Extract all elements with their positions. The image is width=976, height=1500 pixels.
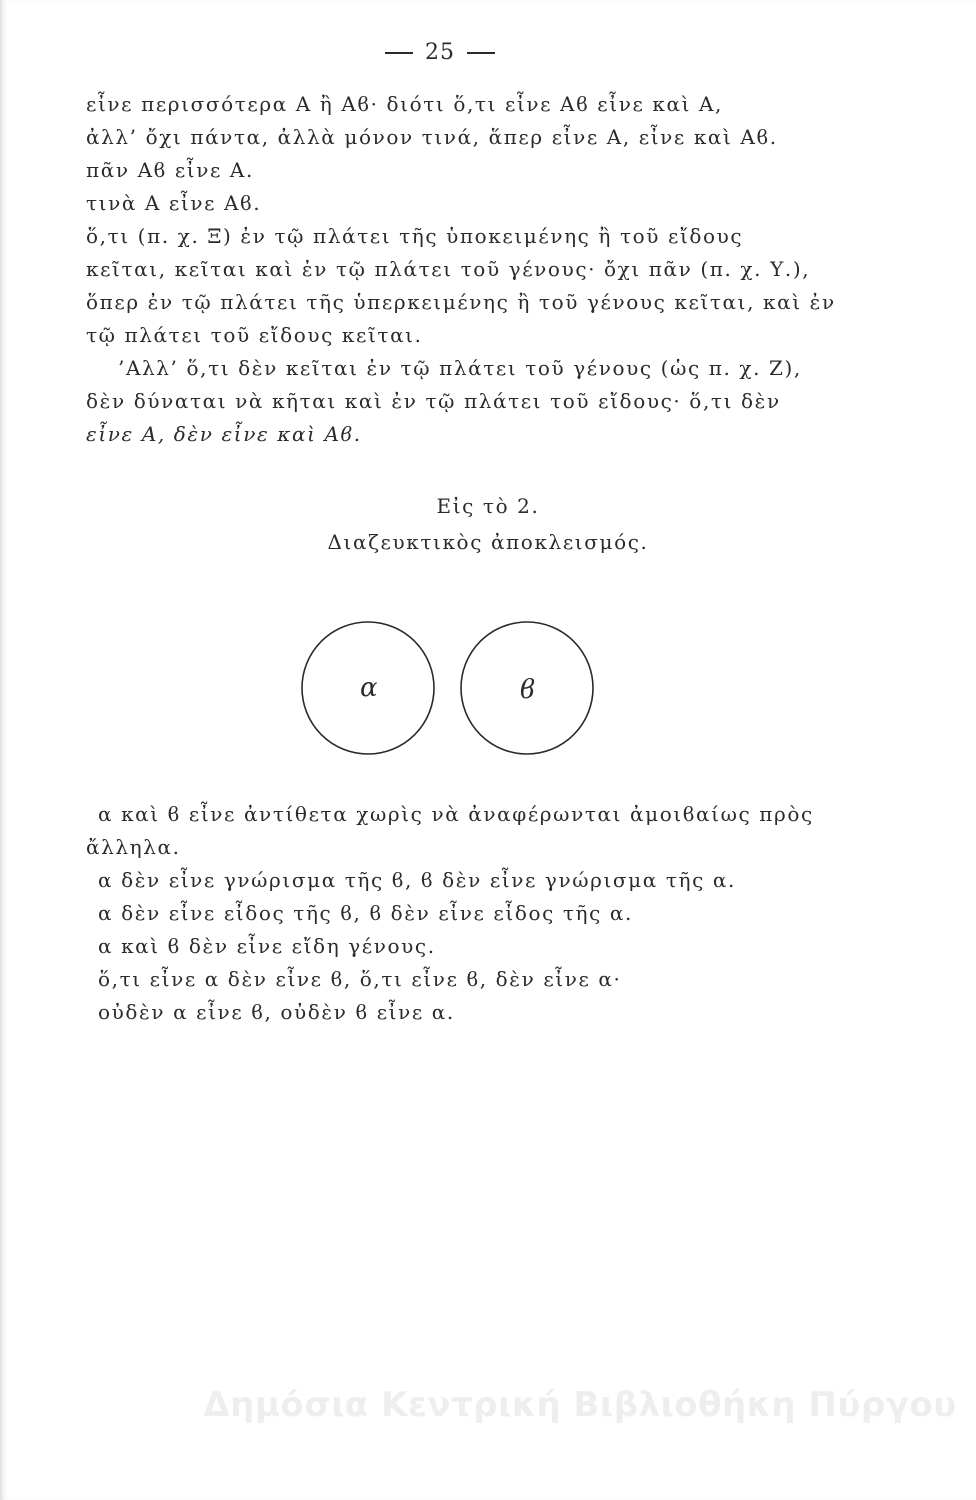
page-header [0, 40, 880, 65]
text-line: α δὲν εἶνε γνώρισμα τῆς ϐ, ϐ δὲν εἶνε γνώρισμα τῆς α. [98, 868, 736, 892]
text-line: α δὲν εἶνε εἶδος τῆς ϐ, ϐ δὲν εἶνε εἶδος τῆς α. [98, 901, 633, 925]
text-line: ἄλληλα. [86, 835, 181, 859]
text-line: δὲν δύναται νὰ κῆται καὶ ἐν τῷ πλάτει τοῦ εἴδους· ὅ,τι δὲν [86, 389, 781, 413]
text-line: α καὶ ϐ δὲν εἶνε εἴδη γένους. [98, 934, 436, 958]
library-watermark: Δημόσια Κεντρική Βιβλιοθήκη Πύργου [203, 1385, 957, 1425]
header-dash-left [385, 52, 413, 54]
bottom-paragraphs [86, 798, 826, 1029]
text-line: οὐδὲν α εἶνε ϐ, οὐδὲν ϐ εἶνε α. [98, 1000, 455, 1024]
text-line: τινὰ Α εἶνε Αϐ. [86, 191, 262, 215]
text-line: εἶνε Α, δὲν εἶνε καὶ Αϐ. [86, 422, 362, 446]
page-number: 25 [425, 40, 455, 65]
text-line: ὅ,τι εἶνε α δὲν εἶνε ϐ, ὅ,τι εἶνε ϐ, δὲν εἶνε α· [98, 967, 622, 991]
text-line: εἶνε περισσότερα Α ἢ Αϐ· διότι ὅ,τι εἶνε Αϐ εἶνε καὶ Α, [86, 92, 723, 116]
section-heading: Εἰς τὸ 2. [436, 494, 540, 518]
text-line: τῷ πλάτει τοῦ εἴδους κεῖται. [86, 323, 423, 347]
text-line: α καὶ ϐ εἶνε ἀντίθετα χωρὶς νὰ ἀναφέρωνται ἀμοιϐαίως πρὸς [98, 802, 814, 826]
text-line: ὅ,τι (π. χ. Ξ) ἐν τῷ πλάτει τῆς ὑποκειμένης ἢ τοῦ εἴδους [86, 224, 744, 248]
circle-b-label: ϐ [520, 675, 536, 705]
circle-a-label: α [360, 673, 378, 703]
header-dash-right [467, 52, 495, 54]
disjunction-diagram [280, 616, 620, 766]
text-line: κεῖται, κεῖται καὶ ἐν τῷ πλάτει τοῦ γένους· ὄχι πᾶν (π. χ. Υ.), [86, 257, 811, 281]
text-line: πᾶν Αϐ εἶνε Α. [86, 158, 254, 182]
text-line: ἀλλ’ ὄχι πάντα, ἀλλὰ μόνον τινά, ἅπερ εἶνε Α, εἶνε καὶ Αϐ. [86, 125, 778, 149]
text-line: ὅπερ ἐν τῷ πλάτει τῆς ὑπερκειμένης ἢ τοῦ γένους κεῖται, καὶ ἐν [86, 290, 836, 314]
top-paragraphs [86, 88, 836, 451]
section-subheading: Διαζευκτικὸς ἀποκλεισμός. [327, 530, 649, 554]
text-line: ’Αλλ’ ὅ,τι δὲν κεῖται ἐν τῷ πλάτει τοῦ γένους (ὡς π. χ. Ζ), [118, 356, 802, 380]
